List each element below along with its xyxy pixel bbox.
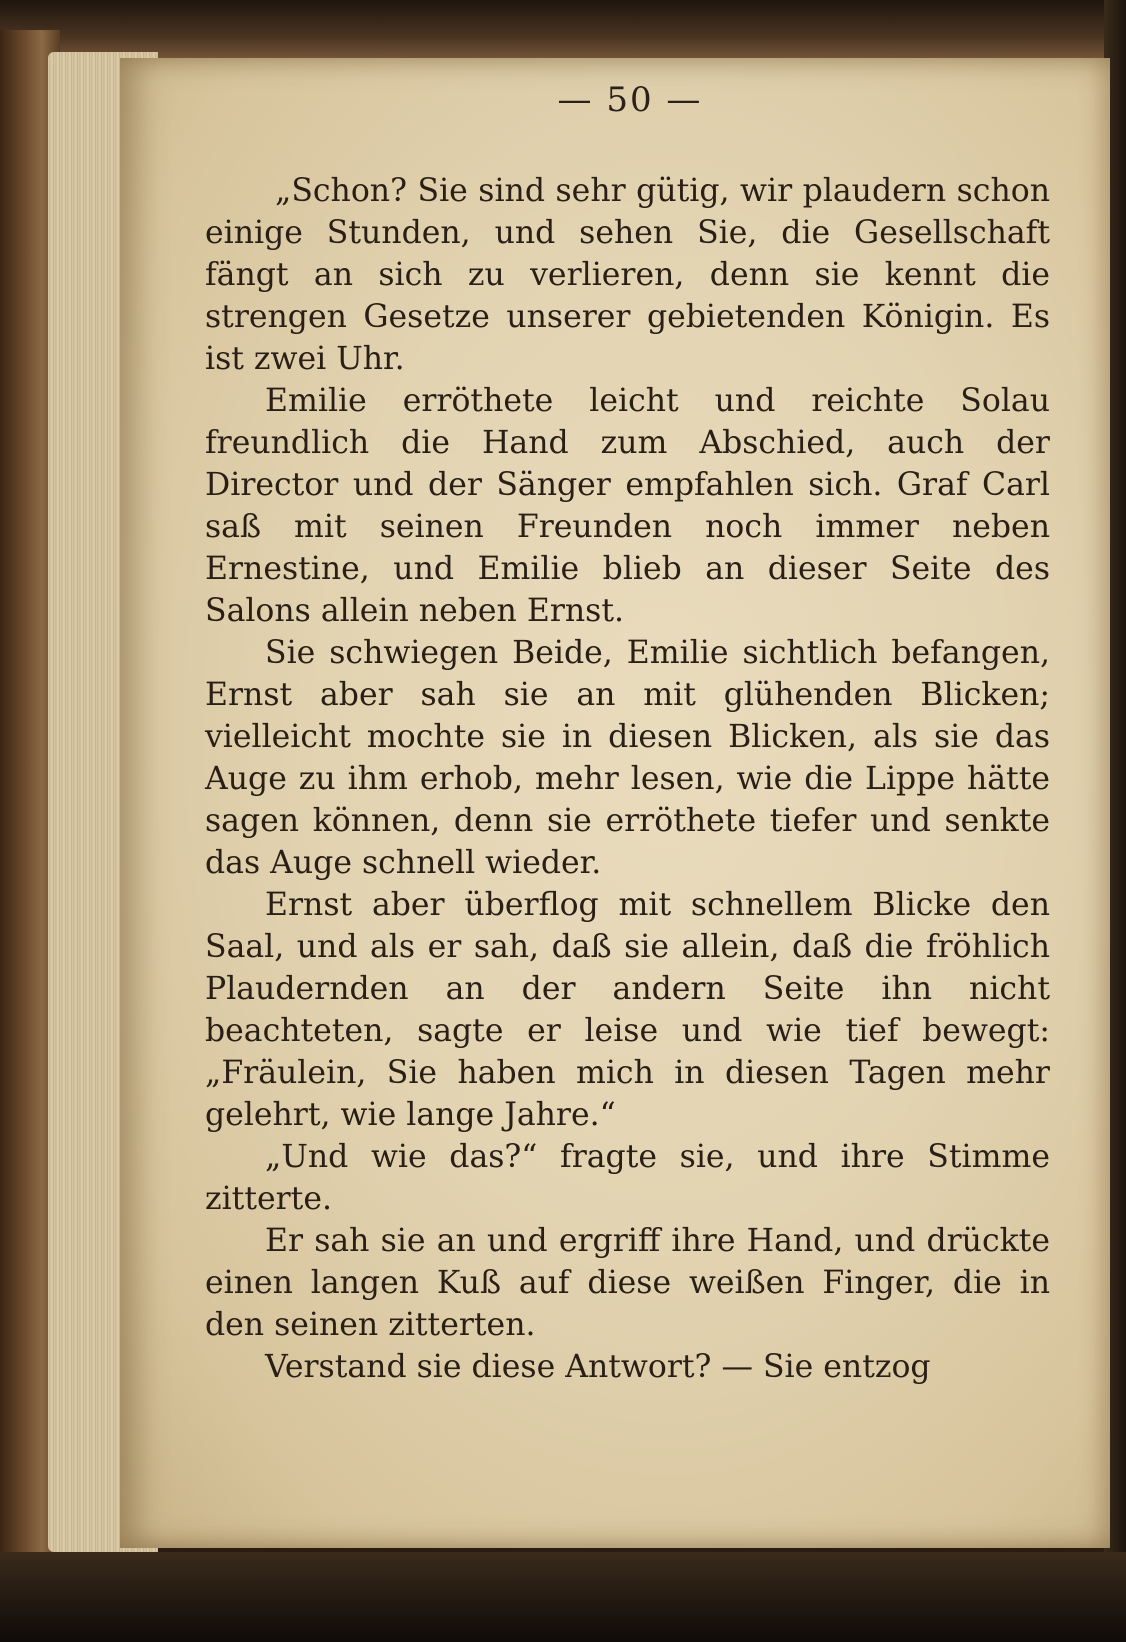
- page-text: [205, 170, 1050, 1388]
- paragraph: „Und wie das?“ fragte sie, und ihre Stimme zitterte.: [205, 1139, 1050, 1217]
- paragraph: Emilie erröthete leicht und reichte Solau freundlich die Hand zum Abschied, auch der Director und der Sänger empfahlen sich. Graf Carl saß mit seinen Freunden noch immer neben Ernestine, und Emilie blieb an dieser Seite des Salons allein neben Ernst.: [205, 383, 1050, 629]
- paragraph: Verstand sie diese Antwort? — Sie entzog: [265, 1349, 931, 1385]
- paragraph: Ernst aber überflog mit schnellem Blicke den Saal, und als er sah, daß sie allein, daß die fröhlich Plaudernden an der andern Seite ihn nicht beachteten, sagte er leise und wie tief bewegt: „Fräulein, Sie haben mich in diesen Tagen mehr gelehrt, wie lange Jahre.“: [205, 887, 1050, 1133]
- book-cover-top: [0, 0, 1126, 62]
- paragraph: „Schon? Sie sind sehr gütig, wir plaudern schon einige Stunden, und sehen Sie, die Gesellschaft fängt an sich zu verlieren, denn sie kennt die strengen Gesetze unserer gebietenden Königin. Es ist zwei Uhr.: [205, 173, 1050, 377]
- paragraph: Er sah sie an und ergriff ihre Hand, und drückte einen langen Kuß auf diese weißen Finger, die in den seinen zitterten.: [205, 1223, 1050, 1343]
- page-number: — 50 —: [557, 80, 703, 120]
- paragraph: Sie schwiegen Beide, Emilie sichtlich befangen, Ernst aber sah sie an mit glühenden Blicken; vielleicht mochte sie in diesen Blicken, als sie das Auge zu ihm erhob, mehr lesen, wie die Lippe hätte sagen können, denn sie erröthete tiefer und senkte das Auge schnell wieder.: [205, 635, 1050, 881]
- book-cover-bottom: [0, 1552, 1126, 1642]
